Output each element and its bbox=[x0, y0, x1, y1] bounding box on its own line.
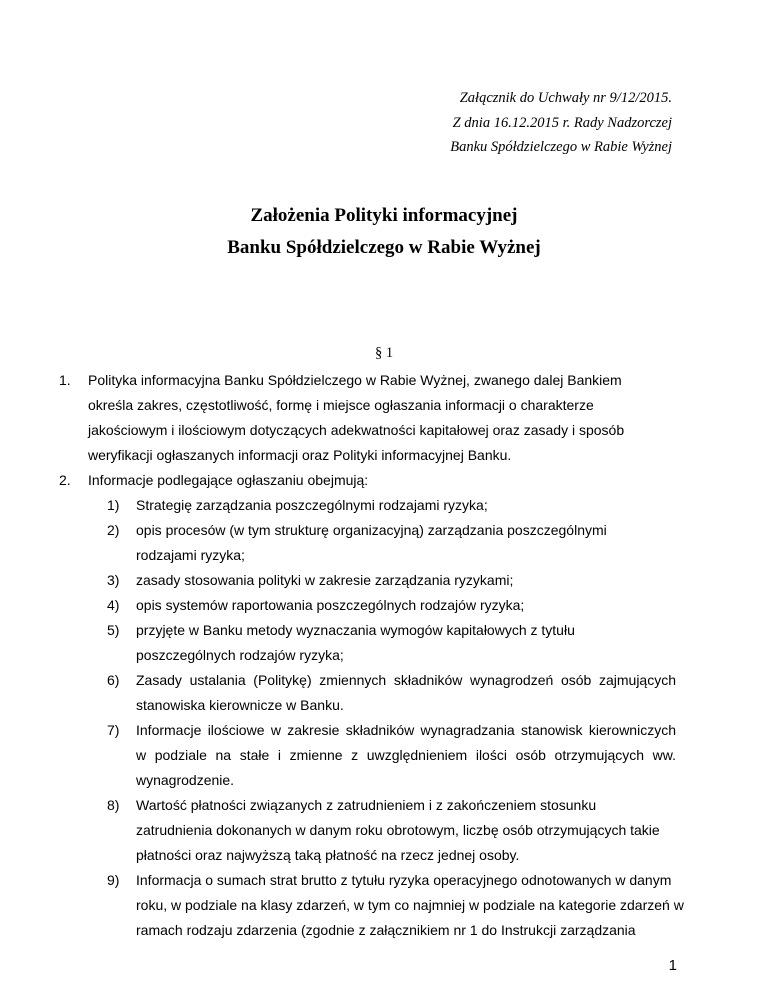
point-text-line: jakościowym i ilościowym dotyczących adekwatności kapitałowej oraz zasady i sposób bbox=[88, 422, 625, 439]
sub-point bbox=[107, 518, 676, 568]
numbered-point bbox=[59, 468, 668, 493]
sub-point-text-line: wynagrodzenie. bbox=[136, 772, 235, 789]
sub-point-text-line: Zasady ustalania (Politykę) zmiennych składników wynagrodzeń osób zajmujących bbox=[136, 672, 676, 688]
point-continuation bbox=[88, 393, 668, 468]
point-text-line: Polityka informacyjna Banku Spółdzielczego w Rabie Wyżnej, zwanego dalej Bankiem bbox=[88, 372, 622, 388]
point-text-line: Informacje podlegające ogłaszaniu obejmują: bbox=[88, 472, 369, 488]
sub-point bbox=[107, 793, 676, 868]
sub-point-text-line: opis procesów (w tym strukturę organizacyjną) zarządzania poszczególnymi bbox=[136, 522, 607, 538]
sub-point-text-line: poszczególnych rodzajów ryzyka; bbox=[136, 647, 344, 664]
sub-point-text-line: Informacja o sumach strat brutto z tytułu ryzyka operacyjnego odnotowanych w danym bbox=[136, 872, 672, 888]
sub-point-text-line: zasady stosowania polityki w zakresie zarządzania ryzykami; bbox=[136, 572, 514, 588]
sub-point-text-line: ramach rodzaju zdarzenia (zgodnie z załącznikiem nr 1 do Instrukcji zarządzania bbox=[136, 922, 636, 939]
sub-point-text-line: płatności oraz najwyższą taką płatność na rzecz jednej osoby. bbox=[136, 847, 520, 864]
sub-point-text-line: w podziale na stałe i zmienne z uwzględnieniem ilości osób otrzymujących ww. bbox=[136, 747, 676, 764]
sub-point-number: 1) bbox=[107, 497, 120, 513]
point-number: 1. bbox=[59, 372, 71, 388]
title-line: Założenia Polityki informacyjnej bbox=[250, 205, 518, 226]
sub-point-number: 6) bbox=[107, 672, 120, 688]
sub-point-number: 2) bbox=[107, 522, 120, 538]
sub-point bbox=[107, 718, 676, 793]
sub-point bbox=[107, 668, 676, 718]
sub-point-text-line: zatrudnienia dokonanych w danym roku obrotowym, liczbę osób otrzymujących takie bbox=[136, 822, 660, 839]
sub-point bbox=[107, 493, 676, 518]
sub-point-text-line: opis systemów raportowania poszczególnych rodzajów ryzyka; bbox=[136, 597, 525, 613]
sub-point bbox=[107, 593, 676, 618]
point-number: 2. bbox=[59, 472, 71, 488]
section-mark: § 1 bbox=[374, 345, 394, 361]
sub-point-number: 8) bbox=[107, 797, 120, 813]
point-text-line: określa zakres, częstotliwość, formę i miejsce ogłaszania informacji o charakterze bbox=[88, 397, 594, 413]
sub-point-number: 5) bbox=[107, 622, 120, 638]
sub-point-text-line: Wartość płatności związanych z zatrudnieniem i z zakończeniem stosunku bbox=[136, 797, 597, 813]
sub-point-text-line: przyjęte w Banku metody wyznaczania wymogów kapitałowych z tytułu bbox=[136, 622, 575, 638]
title-line: Banku Spółdzielczego w Rabie Wyżnej bbox=[227, 237, 541, 258]
sub-point-number: 3) bbox=[107, 572, 120, 588]
sub-point-number: 4) bbox=[107, 597, 120, 613]
sub-point-text-line: stanowiska kierownicze w Banku. bbox=[136, 697, 344, 714]
numbered-point bbox=[59, 368, 678, 393]
attachment-header bbox=[450, 86, 672, 160]
document-title bbox=[0, 200, 768, 264]
sub-point bbox=[107, 568, 676, 593]
sub-point-text-line: roku, w podziale na klasy zdarzeń, w tym co najmniej w podziale na kategorie zdarzeń w bbox=[136, 897, 684, 914]
sub-point-text-line: rodzajami ryzyka; bbox=[136, 547, 245, 564]
sub-point-text-line: Strategię zarządzania poszczególnymi rodzajami ryzyka; bbox=[136, 497, 488, 513]
sub-point-number: 9) bbox=[107, 872, 120, 888]
sub-point-text-line: Informacje ilościowe w zakresie składników wynagradzania stanowisk kierowniczych bbox=[136, 722, 676, 738]
sub-point bbox=[107, 868, 684, 943]
header-line: Z dnia 16.12.2015 r. Rady Nadzorczej bbox=[452, 114, 672, 131]
page-number: 1 bbox=[668, 957, 677, 974]
sub-point bbox=[107, 618, 676, 668]
point-text-line: weryfikacji ogłaszanych informacji oraz Polityki informacyjnej Banku. bbox=[88, 447, 512, 464]
header-line: Banku Spółdzielczego w Rabie Wyżnej bbox=[450, 139, 672, 155]
sub-point-number: 7) bbox=[107, 722, 120, 738]
header-line: Załącznik do Uchwały nr 9/12/2015. bbox=[459, 90, 672, 106]
